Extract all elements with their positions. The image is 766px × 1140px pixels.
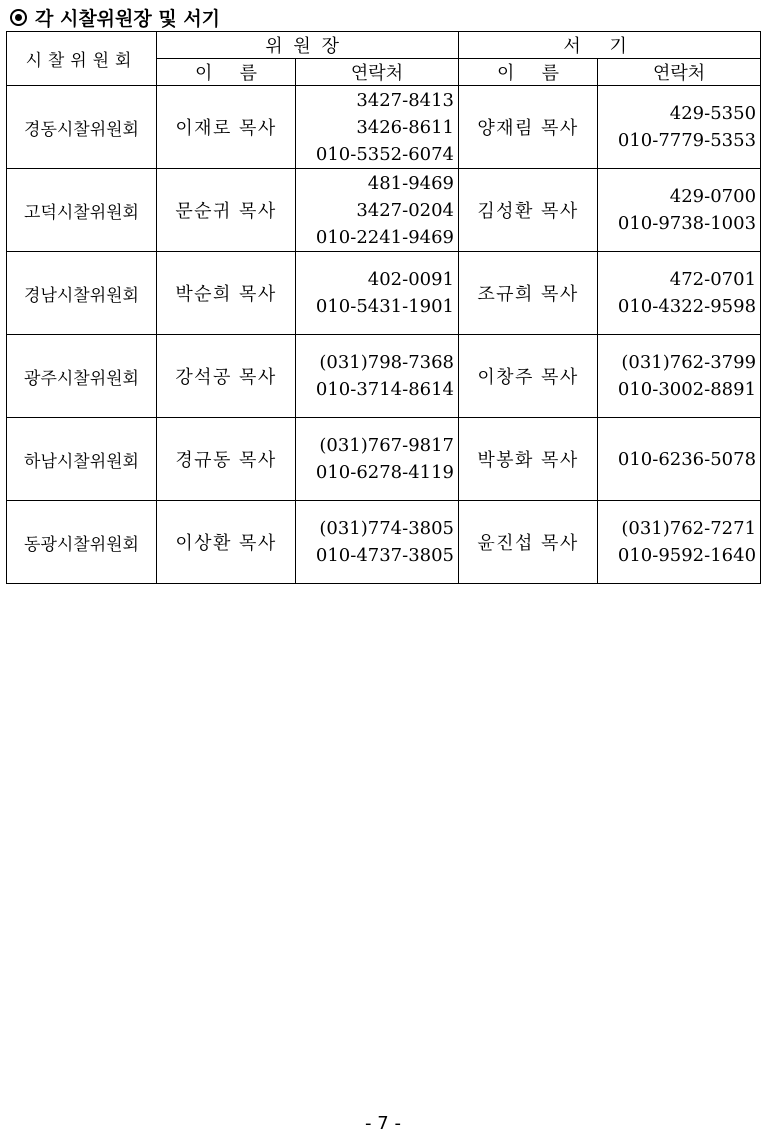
phone-number: 402-0091 xyxy=(367,269,455,290)
chair-name-cell: 박순희 목사 xyxy=(157,252,296,335)
header-chair-group: 위원장 xyxy=(157,32,459,59)
phone-number: 010-4322-9598 xyxy=(617,296,757,317)
committee-name-cell: 동광시찰위원회 xyxy=(7,501,157,584)
phone-number: 010-3002-8891 xyxy=(617,379,757,400)
phone-number: 3427-0204 xyxy=(356,199,455,221)
secretary-name-cell: 조규희 목사 xyxy=(459,252,598,335)
table-body xyxy=(7,86,761,584)
header-chair-name: 이 름 xyxy=(157,59,296,86)
chair-name-cell: 이상환 목사 xyxy=(157,501,296,584)
phone-number: 429-0700 xyxy=(669,186,757,207)
page-number: - 7 - xyxy=(365,1113,401,1134)
secretary-name-cell: 김성환 목사 xyxy=(459,169,598,252)
phone-number: 3426-8611 xyxy=(356,116,455,138)
phone-number: 010-6236-5078 xyxy=(617,448,757,470)
phone-number: 010-9738-1003 xyxy=(617,213,757,234)
table-row xyxy=(7,501,761,584)
header-secretary-group: 서기 xyxy=(459,32,761,59)
committee-name-cell: 경동시찰위원회 xyxy=(7,86,157,169)
header-secretary-contact: 연락처 xyxy=(598,59,761,86)
table-row xyxy=(7,252,761,335)
secretary-name-cell: 윤진섭 목사 xyxy=(459,501,598,584)
phone-number: 429-5350 xyxy=(669,103,757,124)
secretary-contact-cell xyxy=(598,86,761,169)
table-row xyxy=(7,169,761,252)
secretary-contact-cell xyxy=(598,418,761,501)
phone-number: 3427-8413 xyxy=(356,89,455,111)
committee-name-cell: 하남시찰위원회 xyxy=(7,418,157,501)
chair-contact-cell xyxy=(296,86,459,169)
committee-roster-table xyxy=(6,31,761,584)
section-heading xyxy=(10,4,220,30)
chair-contact-cell xyxy=(296,252,459,335)
chair-contact-cell xyxy=(296,501,459,584)
committee-name-cell: 광주시찰위원회 xyxy=(7,335,157,418)
chair-name-cell: 문순귀 목사 xyxy=(157,169,296,252)
chair-contact-cell xyxy=(296,335,459,418)
chair-contact-cell xyxy=(296,169,459,252)
phone-number: 010-5352-6074 xyxy=(315,143,455,165)
chair-name-cell: 이재로 목사 xyxy=(157,86,296,169)
header-secretary-name: 이 름 xyxy=(459,59,598,86)
phone-number: 010-4737-3805 xyxy=(315,545,455,566)
phone-number: 481-9469 xyxy=(367,172,455,194)
secretary-contact-cell xyxy=(598,169,761,252)
header-chair-contact: 연락처 xyxy=(296,59,459,86)
phone-number: 010-2241-9469 xyxy=(315,226,455,248)
header-committee: 시찰위원회 xyxy=(7,32,157,86)
table-row xyxy=(7,86,761,169)
phone-number: 010-5431-1901 xyxy=(315,296,455,317)
phone-number: (031)798-7368 xyxy=(319,352,455,373)
table-row xyxy=(7,335,761,418)
phone-number: (031)762-3799 xyxy=(621,352,757,373)
committee-name-cell: 고덕시찰위원회 xyxy=(7,169,157,252)
phone-number: 010-6278-4119 xyxy=(315,462,455,483)
chair-name-cell: 경규동 목사 xyxy=(157,418,296,501)
chair-contact-cell xyxy=(296,418,459,501)
phone-number: 472-0701 xyxy=(669,269,757,290)
section-heading-text: 각 시찰위원장 및 서기 xyxy=(35,7,221,30)
phone-number: (031)762-7271 xyxy=(621,518,757,539)
phone-number: 010-7779-5353 xyxy=(617,130,757,151)
phone-number: (031)774-3805 xyxy=(319,518,455,539)
phone-number: 010-9592-1640 xyxy=(617,545,757,566)
secretary-name-cell: 박봉화 목사 xyxy=(459,418,598,501)
table-header-row xyxy=(7,32,761,59)
phone-number: 010-3714-8614 xyxy=(315,379,455,400)
chair-name-cell: 강석공 목사 xyxy=(157,335,296,418)
secretary-name-cell: 이창주 목사 xyxy=(459,335,598,418)
phone-number: (031)767-9817 xyxy=(319,435,455,456)
secretary-contact-cell xyxy=(598,335,761,418)
secretary-contact-cell xyxy=(598,252,761,335)
table-row xyxy=(7,418,761,501)
circle-bullet-icon xyxy=(10,9,27,26)
secretary-name-cell: 양재림 목사 xyxy=(459,86,598,169)
committee-name-cell: 경남시찰위원회 xyxy=(7,252,157,335)
secretary-contact-cell xyxy=(598,501,761,584)
